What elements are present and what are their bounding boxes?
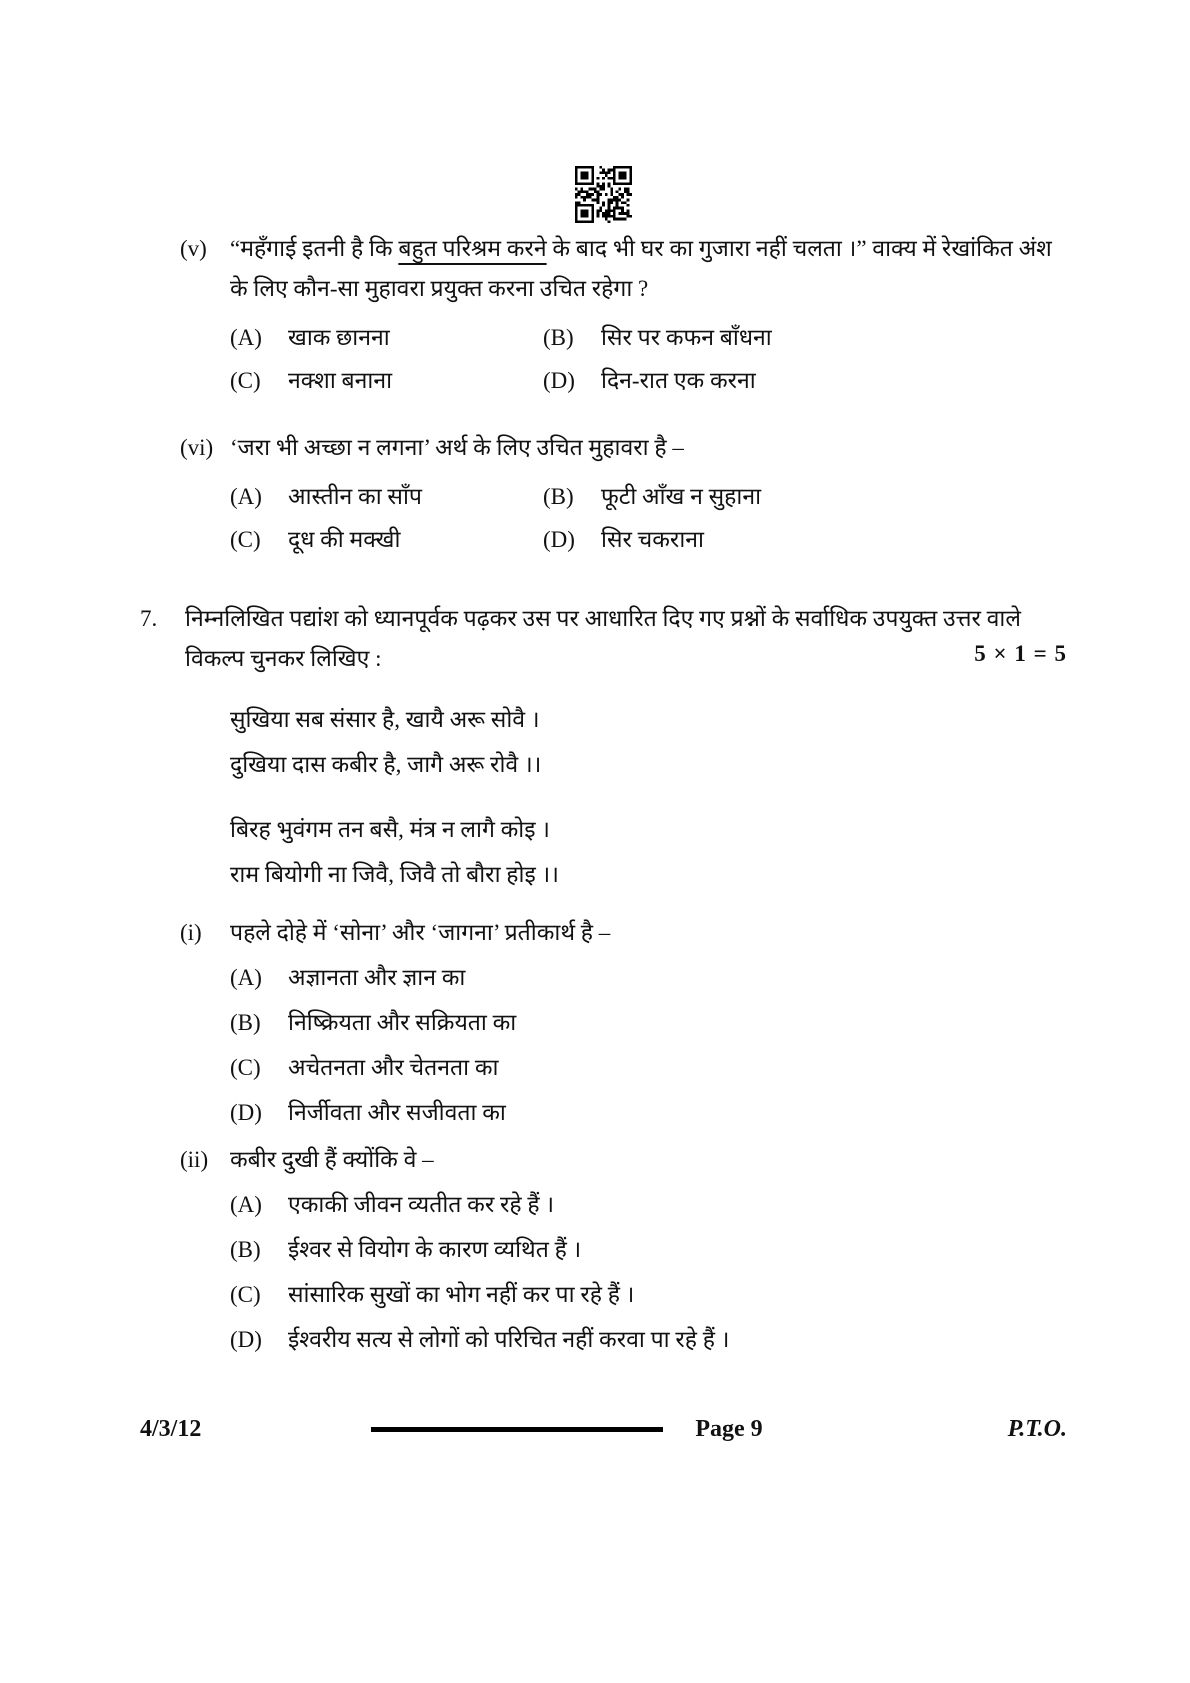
option-text: आस्तीन का साँप — [288, 484, 422, 509]
poem-line: सुखिया सब संसार है, खायै अरू सोवै । — [230, 707, 540, 732]
option-label: (C) — [230, 527, 261, 552]
question-v — [180, 229, 1067, 396]
question-vi-text: ‘जरा भी अच्छा न लगना’ अर्थ के लिए उचित मुहावरा है – — [230, 435, 684, 460]
poem-line: राम बियोगी ना जिवै, जिवै तो बौरा होइ ।। — [230, 862, 559, 887]
option-ii-d — [230, 1325, 1067, 1355]
option-i-b — [230, 1008, 1067, 1038]
option-label: (B) — [543, 325, 574, 350]
option-label: (D) — [543, 368, 575, 393]
option-label: (C) — [230, 1282, 261, 1307]
option-ii-c — [230, 1280, 1067, 1310]
option-label: (B) — [230, 1010, 261, 1035]
option-text: सिर चकराना — [601, 527, 705, 552]
option-vi-a — [230, 482, 543, 512]
option-label: (A) — [230, 1192, 262, 1217]
poem-line: दुखिया दास कबीर है, जागै अरू रोवै ।। — [230, 752, 542, 777]
option-label: (A) — [230, 965, 262, 990]
question-7-number: 7. — [140, 606, 158, 631]
option-vi-b — [543, 482, 1067, 512]
question-7-ii — [180, 1140, 1067, 1355]
option-v-c — [230, 366, 543, 396]
option-v-a — [230, 323, 543, 353]
question-7-ii-number: (ii) — [180, 1147, 209, 1172]
option-text: निष्क्रियता और सक्रियता का — [288, 1010, 517, 1035]
option-ii-a — [230, 1190, 1067, 1220]
option-text: फूटी आँख न सुहाना — [601, 484, 762, 509]
paper-code: 4/3/12 — [140, 1416, 202, 1442]
poem-stanza-1 — [230, 697, 1067, 787]
question-7-marks: 5 × 1 = 5 — [974, 641, 1067, 666]
option-text: ईश्वरीय सत्य से लोगों को परिचित नहीं करवा पा रहे हैं । — [288, 1327, 730, 1352]
question-v-text-pre: “महँगाई इतनी है कि — [230, 236, 399, 261]
footer-divider-line — [371, 1427, 663, 1432]
option-label: (B) — [543, 484, 574, 509]
option-text: निर्जीवता और सजीवता का — [288, 1100, 506, 1125]
option-label: (D) — [543, 527, 575, 552]
option-vi-c — [230, 525, 543, 555]
question-vi — [180, 428, 1067, 555]
question-vi-options — [230, 482, 1067, 555]
option-label: (C) — [230, 1055, 261, 1080]
option-vi-d — [543, 525, 1067, 555]
option-text: अचेतनता और चेतनता का — [288, 1055, 499, 1080]
option-v-d — [543, 366, 1067, 396]
question-7-ii-options — [230, 1190, 1067, 1355]
question-v-underlined-phrase: बहुत परिश्रम करने — [398, 236, 547, 261]
question-7-i-text: पहले दोहे में ‘सोना’ और ‘जागना’ प्रतीकार्थ है – — [230, 920, 611, 945]
option-text: सांसारिक सुखों का भोग नहीं कर पा रहे हैं । — [288, 1282, 635, 1307]
question-v-number: (v) — [180, 236, 207, 261]
option-v-b — [543, 323, 1067, 353]
option-i-c — [230, 1053, 1067, 1083]
option-i-a — [230, 963, 1067, 993]
option-label: (A) — [230, 325, 262, 350]
page-number: Page 9 — [695, 1416, 763, 1442]
poem-passage — [230, 697, 1067, 897]
option-text: नक्शा बनाना — [288, 368, 393, 393]
question-7-ii-text: कबीर दुखी हैं क्योंकि वे – — [230, 1147, 434, 1172]
question-v-text — [230, 229, 1067, 309]
option-label: (D) — [230, 1327, 262, 1352]
qr-code — [575, 166, 632, 223]
question-7-text: निम्नलिखित पद्यांश को ध्यानपूर्वक पढ़कर उस पर आधारित दिए गए प्रश्नों के सर्वाधिक उपयुक्त उत्तर वाले विकल्प चुनकर लिखिए : — [185, 606, 1021, 671]
option-label: (C) — [230, 368, 261, 393]
option-text: सिर पर कफन बाँधना — [601, 325, 772, 350]
option-text: खाक छानना — [288, 325, 390, 350]
option-text: दूध की मक्खी — [288, 527, 401, 552]
pto-label: P.T.O. — [1007, 1416, 1067, 1442]
option-text: एकाकी जीवन व्यतीत कर रहे हैं । — [288, 1192, 555, 1217]
poem-line: बिरह भुवंगम तन बसै, मंत्र न लागै कोइ । — [230, 817, 551, 842]
option-text: ईश्वर से वियोग के कारण व्यथित हैं । — [288, 1237, 582, 1262]
poem-stanza-2 — [230, 807, 1067, 897]
option-label: (D) — [230, 1100, 262, 1125]
option-text: अज्ञानता और ज्ञान का — [288, 965, 466, 990]
question-7-i — [180, 913, 1067, 1128]
question-7-i-options — [230, 963, 1067, 1128]
question-v-options — [230, 323, 1067, 396]
option-i-d — [230, 1098, 1067, 1128]
question-7 — [140, 599, 1067, 897]
page-footer — [140, 1416, 1067, 1443]
question-7-i-number: (i) — [180, 920, 202, 945]
qr-code-container — [140, 0, 1067, 223]
question-vi-number: (vi) — [180, 435, 214, 460]
question-v-text-post: के बाद भी घर का गुजारा नहीं चलता ।” वाक्य में रेखांकित अंश के लिए कौन-सा मुहावरा प्रयुक्त करना उचित रहेगा ? — [230, 236, 1052, 301]
option-label: (B) — [230, 1237, 261, 1262]
option-text: दिन-रात एक करना — [601, 368, 756, 393]
option-label: (A) — [230, 484, 262, 509]
option-ii-b — [230, 1235, 1067, 1265]
